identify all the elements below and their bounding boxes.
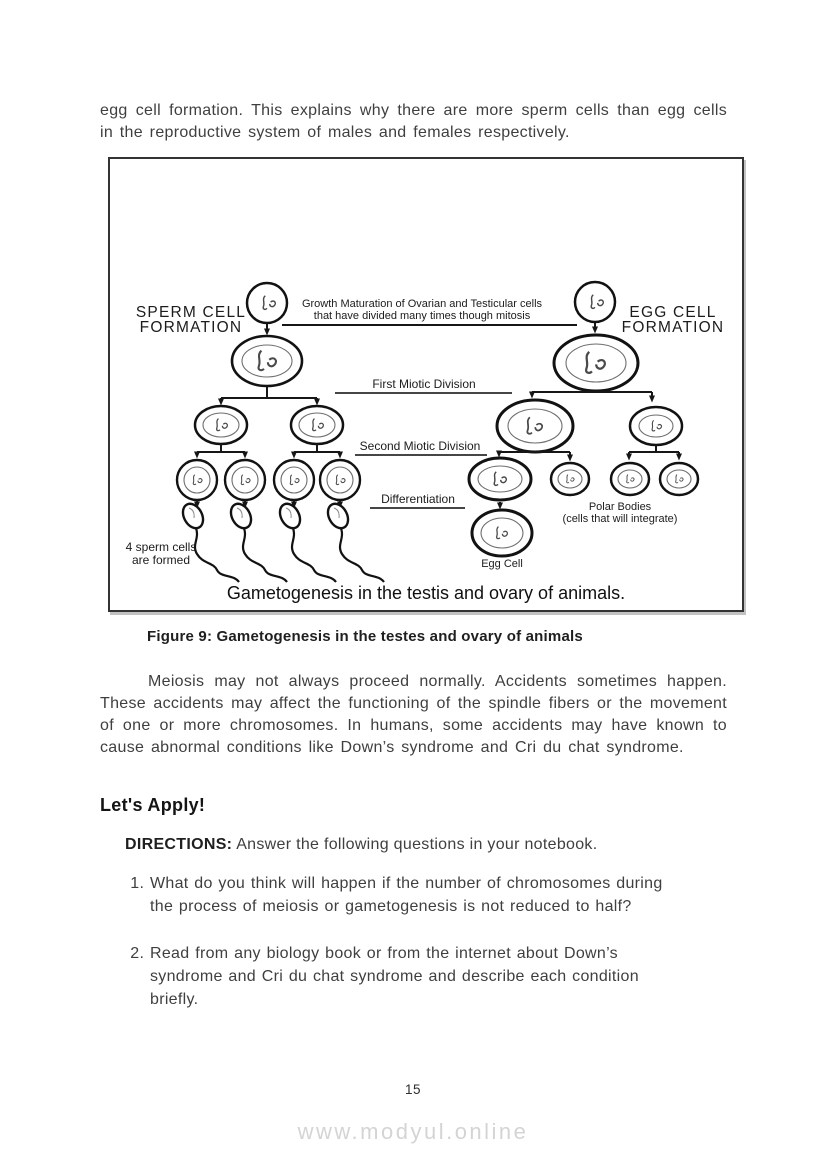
figure-9-image <box>108 157 744 612</box>
sperm-formation-label <box>136 304 246 336</box>
primary-spermatocyte-cell <box>232 336 302 386</box>
website-watermark: www.modyul.online <box>297 1119 529 1144</box>
spermatogonium-cell <box>247 283 287 323</box>
meiosis-paragraph: Meiosis may not always proceed normally. Accidents sometimes happen. These accidents may affect the functioning of the spindle fibers or the movement of one or more chromosomes. In humans, some accidents may have known to cause abnormal conditions like Down’s syndrome and Cri du chat syndrome. <box>100 673 727 756</box>
first-polar-body-cell <box>630 407 682 445</box>
question-item-1: 1. What do you think will happen if the number of chromosomes during the process of meiosis or gametogenesis is not reduced to half? <box>150 872 675 918</box>
second-division-label: Second Miotic Division <box>359 439 481 453</box>
egg-cell-label: Egg Cell <box>481 558 523 570</box>
second-polar-body-cell <box>551 463 589 495</box>
svg-text:FORMATION: FORMATION <box>621 319 725 336</box>
differentiation-label: Differentiation <box>381 492 455 506</box>
oogonium-cell <box>575 282 615 322</box>
page-number: 15 <box>404 1082 422 1097</box>
directions-text: Answer the following questions in your notebook. <box>236 836 598 853</box>
intro-paragraph: egg cell formation. This explains why there are more sperm cells than egg cells in the reproductive system of males and females respectively. <box>100 102 727 141</box>
sperm-cells <box>179 500 384 582</box>
svg-text:FORMATION: FORMATION <box>139 319 243 336</box>
svg-text:EGG CELL: EGG CELL <box>629 304 717 321</box>
question-list <box>100 872 727 1011</box>
polar-bodies-label <box>563 501 678 525</box>
egg-formation-label <box>622 304 725 336</box>
svg-text:(cells that will integrate): (cells that will integrate) <box>562 513 678 525</box>
sperm-count-label <box>126 540 197 567</box>
primary-oocyte-cell <box>554 335 638 391</box>
figure-title: Gametogenesis in the testis and ovary of animals. <box>226 583 626 603</box>
svg-text:SPERM CELL: SPERM CELL <box>135 304 247 321</box>
secondary-oocyte-cell <box>497 400 573 452</box>
polar-body-cells <box>611 463 698 495</box>
svg-text:are formed: are formed <box>131 553 191 567</box>
first-division-label: First Miotic Division <box>372 377 476 391</box>
egg-cell <box>472 510 532 556</box>
question-item-2: 2. Read from any biology book or from the internet about Down’s syndrome and Cri du chat syndrome and describe each condition briefly. <box>150 942 675 1011</box>
directions-label: DIRECTIONS: <box>125 836 233 853</box>
svg-text:Growth Maturation of Ovarian a: Growth Maturation of Ovarian and Testicular cells <box>301 298 543 310</box>
svg-text:4 sperm cells: 4 sperm cells <box>125 540 197 554</box>
gametogenesis-diagram <box>110 159 742 610</box>
spermatid-cells <box>177 460 360 500</box>
svg-text:that have divided many times t: that have divided many times though mitosis <box>313 310 531 322</box>
growth-maturation-label <box>302 298 543 322</box>
figure-caption: Figure 9: Gametogenesis in the testes and ovary of animals <box>147 628 583 645</box>
egg-precursor-cell <box>469 458 531 500</box>
section-heading: Let's Apply! <box>100 795 206 815</box>
secondary-spermatocyte-cells <box>195 406 343 444</box>
directions-line <box>125 834 727 856</box>
svg-text:Polar Bodies: Polar Bodies <box>588 501 652 513</box>
